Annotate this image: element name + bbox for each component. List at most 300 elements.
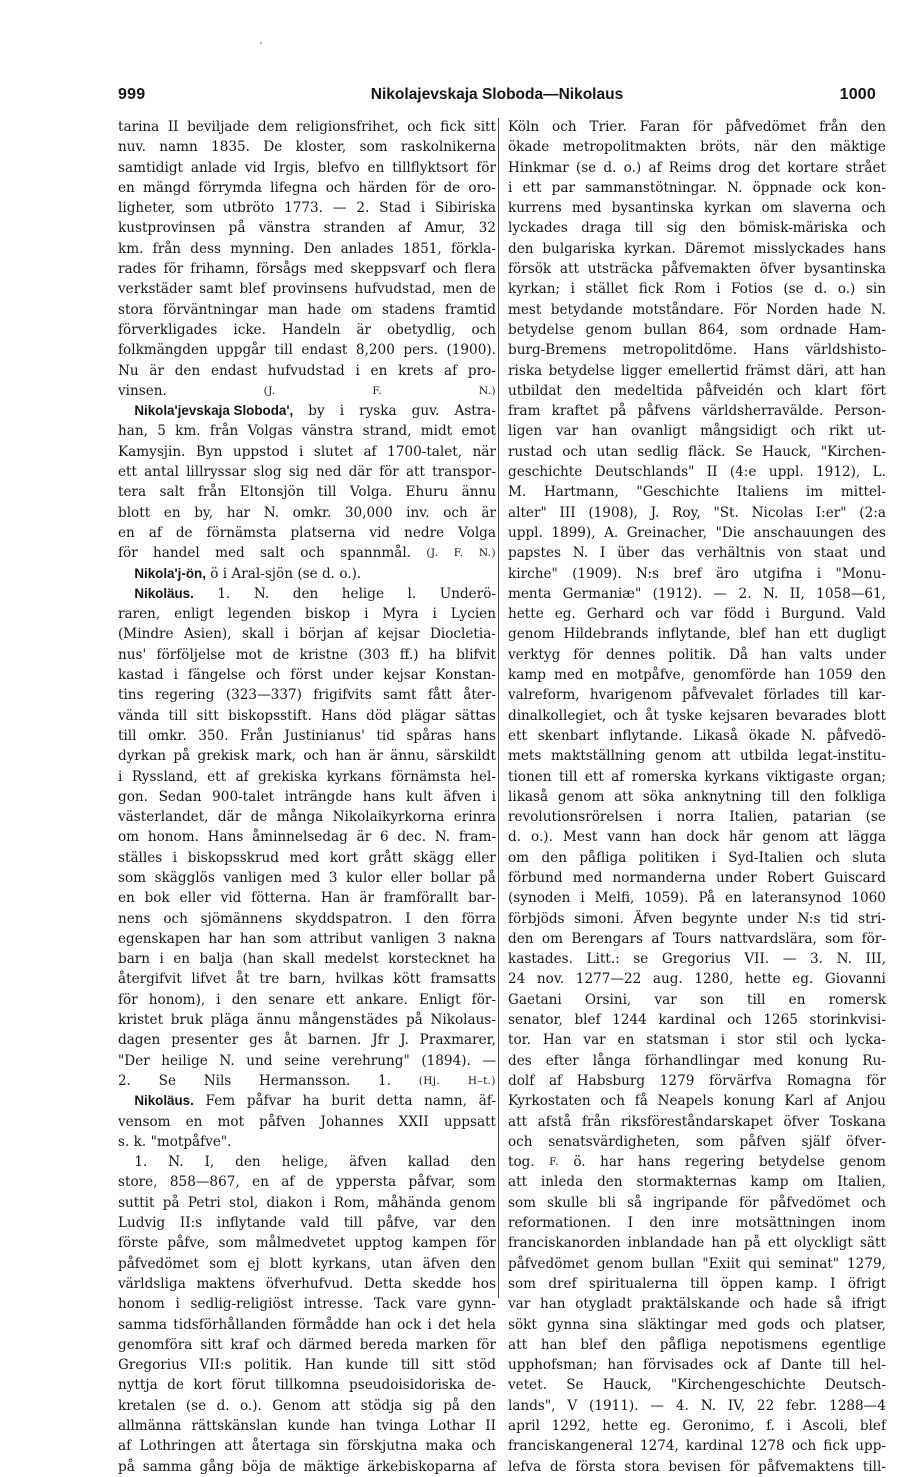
word: han bbox=[711, 1235, 737, 1252]
word: förbund bbox=[508, 869, 563, 886]
word: inom bbox=[851, 1215, 886, 1232]
word: till bbox=[558, 768, 578, 785]
text-line bbox=[508, 421, 886, 441]
word: praktälskande bbox=[641, 1296, 740, 1313]
text-line bbox=[118, 726, 496, 746]
word: Rom, bbox=[333, 1194, 370, 1211]
word: dugligt bbox=[836, 626, 886, 643]
word: grekisk bbox=[197, 748, 249, 765]
word: korstecknet bbox=[388, 951, 470, 968]
text-line bbox=[508, 1274, 886, 1294]
word: H–t.) bbox=[467, 1074, 496, 1087]
word: och bbox=[600, 1093, 625, 1110]
text-line bbox=[118, 361, 496, 381]
word: han bbox=[607, 1357, 633, 1374]
word: honom bbox=[118, 1296, 165, 1313]
word: däri, bbox=[796, 362, 829, 379]
word: och bbox=[325, 179, 351, 196]
word: om bbox=[508, 849, 530, 866]
word: regering bbox=[154, 687, 215, 704]
word: förste bbox=[118, 1235, 159, 1252]
word: "motpåfve". bbox=[150, 1133, 232, 1150]
word: som bbox=[359, 139, 388, 156]
word: 1. bbox=[217, 585, 231, 602]
word: N.) bbox=[478, 384, 496, 397]
word: och bbox=[790, 423, 816, 440]
word: rikt bbox=[828, 423, 854, 440]
word: kurrens bbox=[508, 200, 562, 217]
word: kulor bbox=[346, 869, 383, 886]
word: förut bbox=[231, 1377, 266, 1394]
word: mäktige bbox=[303, 1458, 360, 1475]
word: blef bbox=[239, 281, 266, 298]
text-line bbox=[118, 584, 496, 604]
word: metropolitmakten bbox=[562, 139, 687, 156]
word: von bbox=[777, 545, 802, 562]
word: Däremot bbox=[684, 240, 745, 257]
word: april bbox=[508, 1418, 540, 1434]
word: N. bbox=[870, 301, 886, 318]
word: och bbox=[808, 1032, 834, 1049]
word: Aral-sjön bbox=[231, 565, 293, 582]
word: ifrigt bbox=[851, 1296, 886, 1313]
word: honom), bbox=[148, 991, 206, 1008]
word: han bbox=[650, 829, 677, 846]
word: hette bbox=[744, 971, 781, 988]
word: kamp bbox=[750, 1174, 789, 1191]
word: tre bbox=[259, 971, 280, 988]
word: uppstod bbox=[232, 443, 289, 460]
word: Karl bbox=[784, 1093, 814, 1110]
word: tidsförhållanden bbox=[173, 1316, 287, 1333]
word: eller bbox=[179, 890, 211, 907]
word: i bbox=[172, 849, 178, 866]
word: sin bbox=[318, 1438, 339, 1455]
word: Diocletia- bbox=[429, 626, 496, 643]
word: med bbox=[289, 849, 320, 866]
word: Italien, bbox=[729, 809, 779, 826]
word: med bbox=[290, 869, 321, 886]
word: ges bbox=[249, 1032, 273, 1049]
text-line bbox=[508, 1396, 886, 1416]
word: tillkomna bbox=[274, 1377, 340, 1394]
text-line bbox=[508, 1233, 886, 1253]
word: som bbox=[218, 1235, 247, 1252]
word: bar- bbox=[468, 890, 496, 907]
word: af bbox=[398, 220, 412, 237]
word: valts bbox=[799, 646, 833, 663]
word: konung bbox=[797, 1052, 849, 1069]
word: hufvudstad bbox=[267, 362, 345, 379]
word: afstå bbox=[537, 1113, 572, 1130]
word: barnen. bbox=[308, 1032, 362, 1049]
word: regering bbox=[684, 1154, 745, 1171]
word: marken bbox=[415, 1336, 469, 1353]
word: spåras bbox=[406, 727, 452, 744]
word: den bbox=[470, 1255, 496, 1272]
word: I bbox=[405, 910, 411, 927]
word: biskopsstift. bbox=[228, 707, 312, 724]
word: lifegna bbox=[270, 179, 318, 196]
word: för bbox=[476, 1336, 496, 1353]
word: och bbox=[791, 1438, 817, 1455]
word: Trier. bbox=[589, 119, 627, 135]
word: riksföreståndarskapet bbox=[620, 1113, 773, 1130]
word: nedre bbox=[404, 524, 445, 541]
word: kon- bbox=[856, 179, 886, 196]
word: Sibiriska bbox=[435, 200, 496, 217]
word: patarian bbox=[792, 809, 851, 826]
word: valreform, bbox=[508, 687, 580, 704]
word: utsträcka bbox=[587, 261, 653, 278]
word: emellertid bbox=[668, 362, 739, 379]
word: stödja bbox=[360, 1397, 403, 1414]
word: k. bbox=[133, 1133, 147, 1150]
word: till bbox=[118, 727, 137, 744]
word: egenskapen bbox=[118, 930, 201, 947]
word: påfvemakten bbox=[661, 261, 751, 278]
word: tor. bbox=[508, 1032, 531, 1049]
text-line bbox=[508, 1375, 886, 1395]
word: blef bbox=[580, 1336, 607, 1353]
word: F. bbox=[453, 547, 464, 560]
word: gynna bbox=[547, 1316, 590, 1333]
word: världsherravälde. bbox=[701, 403, 824, 420]
word: o.) bbox=[623, 159, 642, 176]
word: förvisades bbox=[642, 1357, 714, 1374]
word: 1835. bbox=[211, 139, 250, 156]
word: namn bbox=[159, 139, 198, 156]
word: rades bbox=[118, 261, 157, 278]
entry-headword: Nikola'jevskaja Sloboda', bbox=[134, 403, 294, 419]
word: Hermansson. bbox=[258, 1072, 351, 1089]
word: VII:s bbox=[199, 1357, 232, 1374]
word: världshisto- bbox=[805, 342, 886, 359]
text-line bbox=[118, 645, 496, 665]
word: från bbox=[197, 484, 227, 501]
word: Orsini, bbox=[584, 991, 632, 1008]
word: 1773. bbox=[284, 200, 323, 217]
word: barn bbox=[118, 951, 151, 968]
word: 3 bbox=[328, 869, 338, 886]
text-line bbox=[118, 1274, 496, 1294]
word: genom bbox=[762, 829, 809, 846]
word: skyddspatron. bbox=[295, 910, 393, 927]
word: slaverna bbox=[792, 200, 852, 217]
word: 2. bbox=[738, 585, 752, 602]
word: i bbox=[716, 281, 721, 298]
word: suttit bbox=[118, 1194, 155, 1211]
word: med bbox=[571, 200, 602, 217]
word: till bbox=[317, 484, 337, 501]
word: med bbox=[717, 1316, 748, 1333]
word: af bbox=[118, 1438, 132, 1455]
word: dref bbox=[548, 1275, 577, 1292]
word: i bbox=[175, 1296, 180, 1313]
word: till bbox=[746, 991, 766, 1008]
word: att bbox=[331, 1397, 351, 1414]
word: tog. bbox=[508, 1154, 535, 1171]
word: ökade bbox=[508, 139, 550, 156]
word: i bbox=[222, 565, 228, 582]
word: för bbox=[476, 159, 496, 176]
word: och bbox=[861, 200, 886, 217]
word: man bbox=[267, 301, 298, 318]
word: förlades bbox=[763, 687, 820, 704]
word: till bbox=[400, 1357, 420, 1374]
word: när bbox=[753, 139, 778, 156]
word: Volgas bbox=[247, 423, 293, 440]
word: på bbox=[609, 403, 627, 420]
text-line bbox=[118, 909, 496, 929]
word: stöd bbox=[466, 1357, 496, 1374]
word: Ryssland, bbox=[131, 768, 198, 785]
word: utan bbox=[381, 1255, 413, 1272]
text-line bbox=[508, 848, 886, 868]
word: bömisk-märiska bbox=[739, 220, 848, 237]
text-line bbox=[508, 604, 886, 624]
word: des bbox=[862, 524, 886, 541]
word: s. bbox=[118, 1133, 130, 1150]
text-line bbox=[118, 949, 496, 969]
word: om bbox=[541, 930, 563, 947]
text-line bbox=[508, 361, 886, 381]
word: och bbox=[255, 667, 281, 684]
word: de bbox=[443, 179, 461, 196]
word: o.). bbox=[239, 1397, 262, 1414]
word: till bbox=[690, 1275, 709, 1292]
word: (se bbox=[185, 1397, 207, 1414]
word: här bbox=[729, 829, 753, 846]
word: i bbox=[118, 768, 123, 785]
word: af bbox=[281, 1174, 295, 1191]
word: VII. bbox=[744, 951, 770, 968]
word: hans bbox=[362, 788, 396, 805]
word: helige bbox=[341, 585, 385, 602]
word: sin bbox=[865, 281, 886, 298]
word: han bbox=[340, 1418, 366, 1434]
word: Melfi, bbox=[594, 890, 635, 907]
word: i bbox=[786, 1418, 791, 1434]
word: helige, bbox=[281, 1154, 329, 1171]
text-line bbox=[508, 1436, 886, 1456]
word: i bbox=[420, 200, 426, 217]
word: kristne bbox=[299, 646, 348, 663]
word: att bbox=[508, 1174, 528, 1191]
text-line bbox=[118, 1091, 496, 1111]
word: att bbox=[224, 1438, 244, 1455]
word: 1292, bbox=[551, 1418, 591, 1434]
word: vinsen. bbox=[118, 382, 167, 399]
word: ha bbox=[302, 1093, 320, 1110]
text-line bbox=[118, 1457, 496, 1477]
word: bevarades bbox=[775, 707, 847, 724]
word: samt bbox=[199, 281, 233, 298]
word: ock bbox=[821, 179, 846, 196]
word: I, bbox=[204, 1154, 215, 1171]
word: — bbox=[332, 200, 347, 217]
word: Faran bbox=[639, 119, 680, 135]
word: reformationen. bbox=[508, 1215, 612, 1232]
word: raren, bbox=[118, 606, 161, 623]
word: inflytande. bbox=[609, 727, 683, 744]
word: namn, bbox=[424, 1093, 467, 1110]
word: som bbox=[184, 200, 213, 217]
word: att bbox=[508, 1113, 528, 1130]
word: stri- bbox=[858, 910, 886, 927]
word: d. bbox=[603, 159, 617, 176]
word: hufvudstad, bbox=[354, 281, 436, 298]
word: kyrkan. bbox=[623, 240, 676, 257]
word: kyrkans, bbox=[312, 1255, 372, 1272]
word: (1912). bbox=[652, 585, 703, 602]
text-line bbox=[118, 706, 496, 726]
word: Jfr bbox=[372, 1032, 390, 1049]
word: till- bbox=[862, 1458, 886, 1475]
word: betydelse bbox=[548, 362, 615, 379]
word: bulgariska bbox=[542, 240, 616, 257]
word: framsatts bbox=[430, 971, 496, 988]
word: efter bbox=[545, 1052, 579, 1069]
word: hvarigenom bbox=[589, 687, 672, 704]
word: motståndare. bbox=[632, 301, 724, 318]
word: som bbox=[273, 930, 302, 947]
word: erinra bbox=[453, 809, 496, 826]
word: stor bbox=[736, 1032, 765, 1049]
word: N. bbox=[700, 1397, 717, 1414]
word: De bbox=[263, 139, 283, 156]
text-line bbox=[118, 624, 496, 644]
word: men bbox=[442, 281, 473, 298]
word: Italien, bbox=[837, 1174, 886, 1191]
word: upp- bbox=[855, 1438, 886, 1455]
word: (Mindre bbox=[118, 626, 174, 643]
word: gynn- bbox=[457, 1296, 496, 1313]
word: i bbox=[339, 403, 345, 420]
word: påfvedömet bbox=[769, 1194, 851, 1211]
word: spannmål. bbox=[340, 545, 412, 562]
text-line bbox=[118, 340, 496, 360]
word: förväntningar bbox=[163, 301, 259, 318]
word: N. bbox=[263, 504, 280, 521]
word: bok bbox=[144, 890, 170, 907]
word: sitt bbox=[196, 707, 219, 724]
word: anlades bbox=[340, 240, 394, 257]
word: tera bbox=[118, 484, 147, 501]
word: den bbox=[620, 1336, 646, 1353]
word: sedlig bbox=[637, 443, 679, 460]
word: åter- bbox=[463, 687, 496, 704]
word: en bbox=[370, 362, 388, 379]
word: 5 bbox=[157, 423, 166, 440]
text-line bbox=[508, 685, 886, 705]
word: påfven bbox=[259, 1113, 306, 1130]
text-line bbox=[508, 1051, 886, 1071]
word: i bbox=[159, 951, 164, 968]
word: drog bbox=[718, 159, 751, 176]
word: 6 bbox=[379, 829, 389, 846]
word: "Monu- bbox=[835, 565, 886, 582]
word: franciskangeneral bbox=[508, 1438, 633, 1455]
word: påfvedömet bbox=[508, 1255, 589, 1272]
word: kar- bbox=[858, 687, 886, 704]
word: släktingar bbox=[637, 1316, 708, 1333]
word: tvinga bbox=[375, 1418, 419, 1434]
word: förkla- bbox=[450, 240, 496, 257]
word: fick bbox=[823, 1438, 849, 1455]
word: ordnade bbox=[779, 321, 837, 338]
word: och bbox=[163, 910, 188, 927]
word: mittel- bbox=[840, 484, 886, 501]
word: politik. bbox=[244, 1357, 293, 1374]
word: den bbox=[799, 788, 825, 805]
text-line bbox=[508, 1132, 886, 1152]
word: Då bbox=[729, 646, 749, 663]
word: förvärfva bbox=[709, 1072, 772, 1089]
word: Fem bbox=[205, 1093, 236, 1110]
word: dinalkollegiet, bbox=[508, 707, 607, 724]
word: den bbox=[174, 362, 201, 379]
word: Se bbox=[566, 1377, 584, 1394]
word: klart bbox=[814, 382, 848, 399]
text-line bbox=[508, 1112, 886, 1132]
word: på bbox=[744, 1235, 761, 1252]
word: Vald bbox=[856, 606, 886, 623]
text-line bbox=[118, 137, 496, 157]
word: by bbox=[308, 403, 325, 420]
word: bysantinska bbox=[611, 200, 694, 217]
text-line bbox=[508, 1030, 886, 1050]
word: 900-talet bbox=[212, 788, 275, 805]
word: rustad bbox=[508, 443, 553, 460]
text-line bbox=[508, 645, 886, 665]
word: Germaniæ" bbox=[562, 585, 642, 602]
text-line bbox=[118, 1315, 496, 1335]
word: och bbox=[562, 443, 587, 460]
word: (323—337) bbox=[225, 687, 302, 704]
word: af bbox=[353, 626, 368, 643]
word: 858—867, bbox=[169, 1174, 240, 1191]
word: lillryssar bbox=[186, 464, 247, 481]
word: legat-institu- bbox=[798, 748, 886, 765]
word: mets bbox=[508, 748, 542, 765]
word: midt bbox=[420, 423, 453, 440]
word: senator, bbox=[508, 1012, 563, 1029]
word: skägg bbox=[413, 849, 455, 866]
word: inträngde bbox=[284, 788, 353, 805]
word: (303 bbox=[358, 646, 390, 663]
word: de bbox=[278, 1458, 296, 1475]
word: II bbox=[485, 1418, 496, 1434]
text-line bbox=[508, 1315, 886, 1335]
word: sig bbox=[666, 220, 687, 237]
word: hade bbox=[827, 301, 862, 318]
word: genom bbox=[839, 1154, 886, 1171]
word: kristet bbox=[118, 1012, 164, 1029]
word: målmedvetet bbox=[255, 1235, 346, 1252]
word: lyckades bbox=[508, 220, 568, 237]
word: från bbox=[152, 240, 182, 257]
text-line bbox=[508, 259, 886, 279]
word: de bbox=[479, 281, 496, 298]
word: som bbox=[118, 869, 147, 886]
text-line bbox=[118, 259, 496, 279]
word: folkmängden bbox=[118, 342, 208, 359]
word: dess bbox=[190, 240, 221, 257]
word: Person- bbox=[834, 403, 886, 420]
word: store, bbox=[118, 1174, 158, 1191]
word: simoni. bbox=[574, 910, 624, 927]
